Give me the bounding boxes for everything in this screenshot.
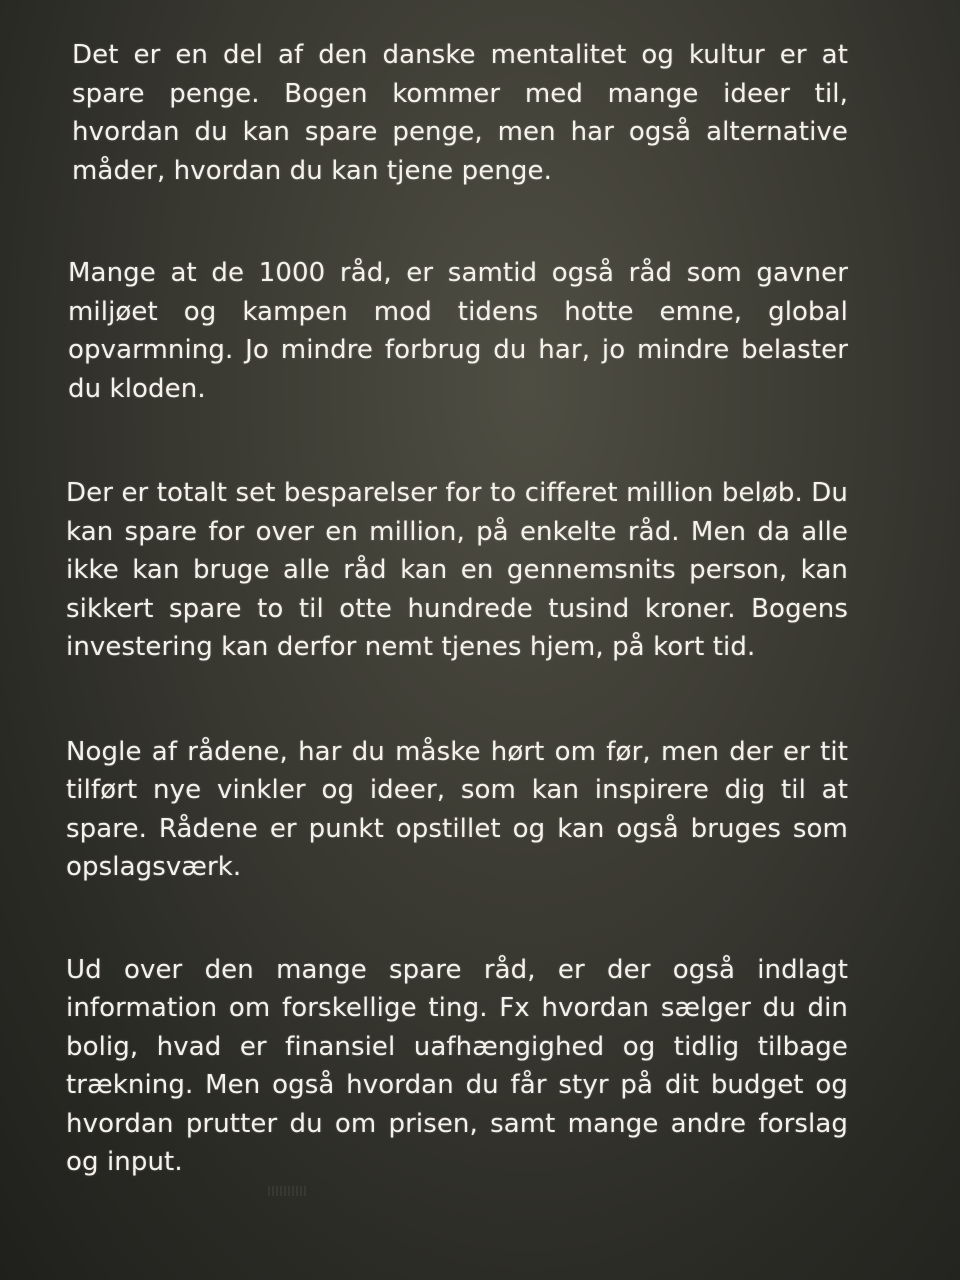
paragraph-1: Det er en del af den danske mentalitet og kultur er at spare penge. Bogen kommer med mange ideer til, hvordan du kan spare penge, men har også alternative måder, hvordan du kan tjene penge.	[72, 40, 848, 186]
paragraph-5: Ud over den mange spare råd, er der også indlagt information om forskellige ting. Fx hvordan sælger du din bolig, hvad er finansiel uafhængighed og tidlig tilbage trækning. Men også hvordan du får styr på dit budget og hvordan prutter du om prisen, samt mange andre forslag og input.	[66, 954, 848, 1177]
cover-texture-mark	[268, 1186, 308, 1196]
paragraph-4: Nogle af rådene, har du måske hørt om før, men der er tit tilført nye vinkler og ideer, som kan inspirere dig til at spare. Rådene er punkt opstillet og kan også bruges som opslagsværk.	[66, 736, 848, 882]
paragraph-3: Der er totalt set besparelser for to cifferet million beløb. Du kan spare for over en million, på enkelte råd. Men da alle ikke kan bruge alle råd kan en gennemsnits person, kan sikkert spare to til otte hundrede tusind kroner. Bogens investering kan derfor nemt tjenes hjem, på kort tid.	[66, 478, 848, 662]
paragraph-2: Mange at de 1000 råd, er samtid også råd som gavner miljøet og kampen mod tidens hotte emne, global opvarmning. Jo mindre forbrug du har, jo mindre belaster du kloden.	[68, 258, 848, 404]
